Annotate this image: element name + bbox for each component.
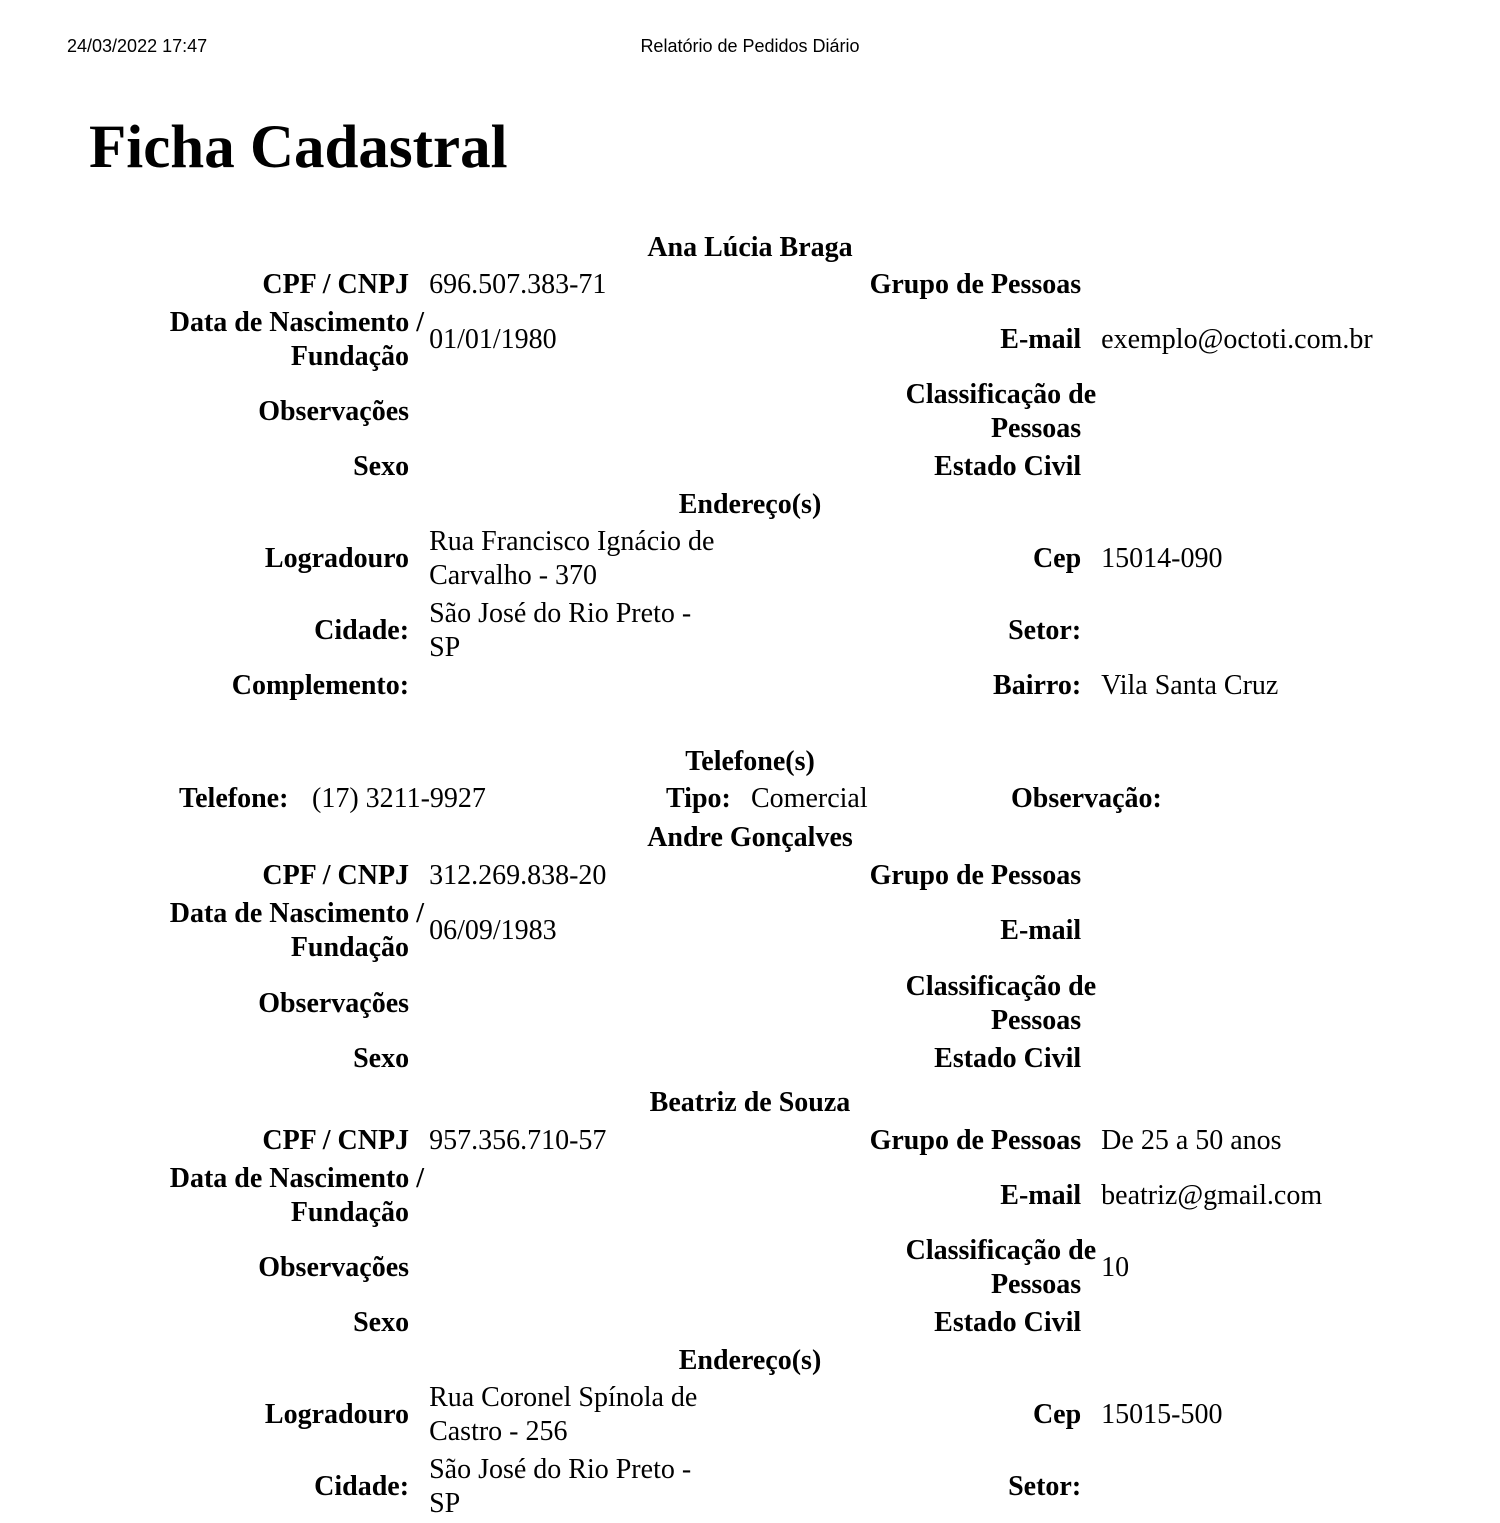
- telefone-value: (17) 3211-9927: [312, 783, 486, 814]
- field-row: [0, 523, 1500, 595]
- cpf-label: CPF / CNPJ: [262, 860, 410, 891]
- spacer: [0, 705, 1500, 743]
- field-row: [0, 1304, 1500, 1342]
- nascimento-value: 06/09/1983: [429, 915, 557, 946]
- field-row: [0, 667, 1500, 705]
- cpf-value: 696.507.383-71: [429, 269, 607, 300]
- bairro-label: Bairro:: [993, 670, 1082, 701]
- sexo-label: Sexo: [353, 1307, 410, 1338]
- report-title: Relatório de Pedidos Diário: [640, 36, 860, 56]
- field-row: [0, 894, 1500, 968]
- grupo-label: Grupo de Pessoas: [869, 269, 1082, 300]
- classificacao-label: Classificação de Pessoas: [905, 971, 1097, 1036]
- field-row: [0, 858, 1500, 894]
- cep-value: 15014-090: [1101, 543, 1223, 574]
- cep-value: 15015-500: [1101, 1399, 1223, 1430]
- person-name: Andre Gonçalves: [647, 822, 853, 853]
- tipo-label: Tipo:: [666, 783, 731, 814]
- grupo-label: Grupo de Pessoas: [869, 860, 1082, 891]
- logradouro-label: Logradouro: [264, 543, 410, 574]
- setor-label: Setor:: [1008, 1471, 1082, 1502]
- print-date: 24/03/2022 17:47: [67, 36, 208, 56]
- email-label: E-mail: [1000, 324, 1082, 355]
- cidade-label: Cidade:: [314, 1471, 410, 1502]
- nascimento-label: Data de Nascimento / Fundação: [169, 898, 425, 963]
- records-list: [0, 229, 1500, 1523]
- field-row: [0, 1160, 1500, 1232]
- logradouro-value: Rua Coronel Spínola de Castro - 256: [429, 1382, 698, 1447]
- person-name: Beatriz de Souza: [649, 1087, 851, 1118]
- setor-label: Setor:: [1008, 615, 1082, 646]
- field-row: [0, 968, 1500, 1040]
- person-record: [0, 818, 1500, 1078]
- enderecos-title: Endereço(s): [678, 489, 822, 520]
- email-value: beatriz@gmail.com: [1101, 1180, 1323, 1211]
- observacoes-label: Observações: [258, 988, 410, 1019]
- telefone-label: Telefone:: [179, 783, 289, 814]
- field-row: [0, 304, 1500, 376]
- estado-civil-label: Estado Civil: [934, 451, 1082, 482]
- logradouro-value: Rua Francisco Ignácio de Carvalho - 370: [429, 526, 715, 591]
- field-row: [0, 1040, 1500, 1078]
- cpf-label: CPF / CNPJ: [262, 1125, 410, 1156]
- cep-label: Cep: [1032, 1399, 1082, 1430]
- observacao-label: Observação:: [1011, 783, 1162, 814]
- observacoes-label: Observações: [258, 1252, 410, 1283]
- grupo-label: Grupo de Pessoas: [869, 1125, 1082, 1156]
- cpf-value: 957.356.710-57: [429, 1125, 607, 1156]
- email-value: exemplo@octoti.com.br: [1101, 324, 1373, 355]
- cpf-label: CPF / CNPJ: [262, 269, 410, 300]
- classificacao-label: Classificação de Pessoas: [905, 379, 1097, 444]
- observacoes-label: Observações: [258, 396, 410, 427]
- sexo-label: Sexo: [353, 451, 410, 482]
- field-row: [0, 1122, 1500, 1160]
- field-row: [0, 376, 1500, 448]
- classificacao-label: Classificação de Pessoas: [905, 1235, 1097, 1300]
- nascimento-label: Data de Nascimento / Fundação: [169, 1163, 425, 1228]
- email-label: E-mail: [1000, 915, 1082, 946]
- email-label: E-mail: [1000, 1180, 1082, 1211]
- phone-row: [0, 780, 1500, 818]
- field-row: [0, 448, 1500, 486]
- cidade-value: São José do Rio Preto - SP: [429, 1454, 692, 1519]
- nascimento-value: 01/01/1980: [429, 324, 557, 355]
- field-row: [0, 1232, 1500, 1304]
- field-row: [0, 266, 1500, 304]
- estado-civil-label: Estado Civil: [934, 1043, 1082, 1074]
- field-row: [0, 1379, 1500, 1451]
- person-record: [0, 229, 1500, 818]
- field-row: [0, 1451, 1500, 1523]
- cep-label: Cep: [1032, 543, 1082, 574]
- person-record: [0, 1078, 1500, 1523]
- tipo-value: Comercial: [751, 783, 868, 814]
- page-title: Ficha Cadastral: [89, 114, 508, 181]
- cpf-value: 312.269.838-20: [429, 860, 607, 891]
- telefones-title: Telefone(s): [685, 746, 815, 777]
- logradouro-label: Logradouro: [264, 1399, 410, 1430]
- classificacao-value: 10: [1101, 1252, 1130, 1283]
- enderecos-title: Endereço(s): [678, 1345, 822, 1376]
- grupo-value: De 25 a 50 anos: [1101, 1125, 1282, 1156]
- person-name: Ana Lúcia Braga: [647, 232, 853, 263]
- sexo-label: Sexo: [353, 1043, 410, 1074]
- nascimento-label: Data de Nascimento / Fundação: [169, 307, 425, 372]
- field-row: [0, 595, 1500, 667]
- bairro-value: Vila Santa Cruz: [1101, 670, 1279, 701]
- complemento-label: Complemento:: [231, 670, 410, 701]
- cidade-label: Cidade:: [314, 615, 410, 646]
- cidade-value: São José do Rio Preto - SP: [429, 598, 692, 663]
- print-header: [0, 36, 1500, 60]
- estado-civil-label: Estado Civil: [934, 1307, 1082, 1338]
